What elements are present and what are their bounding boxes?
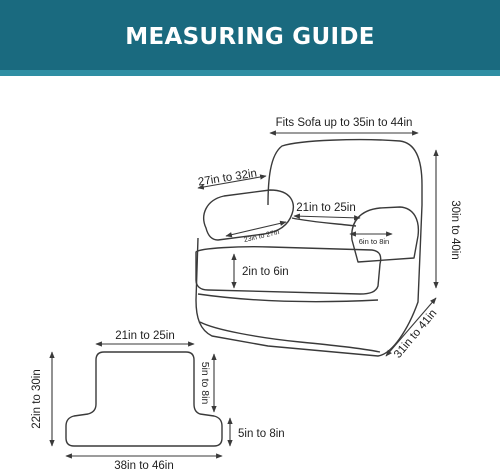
cushion-cover-outline: [66, 352, 222, 446]
sofa-dimension-lines: [198, 133, 436, 356]
seat-width-label: 21in to 25in: [296, 202, 356, 214]
cushion-top-width-label: 21in to 25in: [115, 330, 175, 342]
cushion-height-label: 22in to 30in: [31, 369, 43, 429]
seat-width-arrow: [294, 216, 360, 218]
page-title: MEASURING GUIDE: [125, 24, 375, 50]
arm-width-label: 23in to 27in: [243, 229, 281, 245]
cushion-bottom-width-label: 38in to 46in: [114, 460, 174, 472]
back-height-label: 30in to 40in: [449, 200, 461, 260]
sofa-seat-back-line: [292, 218, 356, 226]
cushion-height-label: 2in to 6in: [242, 266, 289, 278]
cushion-lower-tab-label: 5in to 8in: [238, 428, 285, 440]
sofa-seat-seam: [198, 294, 378, 302]
arm-front-label: 6in to 8in: [358, 237, 390, 246]
sofa-body: [196, 205, 422, 356]
overall-width-label: Fits Sofa up to 35in to 44in: [275, 117, 413, 129]
cushion-tab-depth-label: 5in to 8in: [199, 361, 211, 405]
depth-label: 31in to 41in: [391, 307, 440, 361]
sofa-left-arm: [204, 190, 294, 240]
arm-length-label: 27in to 32in: [197, 167, 258, 189]
sofa-backrest: [268, 140, 422, 205]
